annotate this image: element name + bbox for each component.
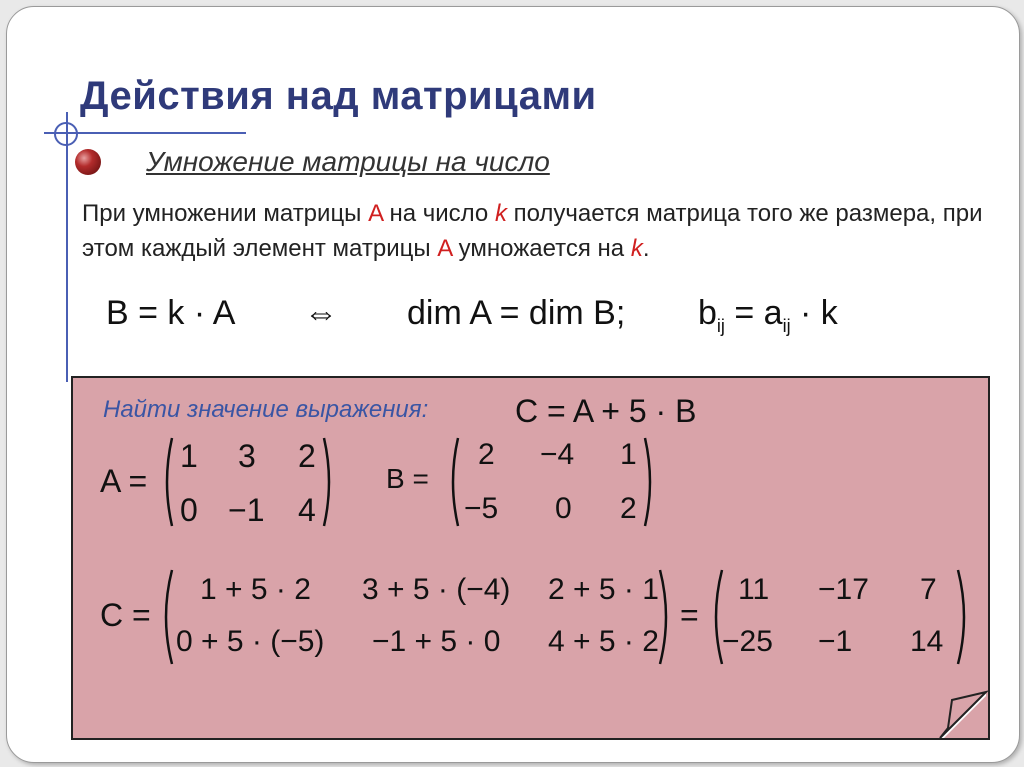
formula-part: b <box>698 294 717 332</box>
index-subscript: ij <box>716 315 725 336</box>
page-curl-icon <box>938 690 988 740</box>
equals-sign: = <box>680 597 699 633</box>
matrix-cell: −4 <box>540 438 575 471</box>
exercise-box <box>71 376 990 740</box>
slide-title: Действия над матрицами <box>80 74 597 118</box>
right-parenthesis-icon <box>643 436 657 528</box>
matrix-cell: 2 <box>478 438 495 471</box>
matrix-cell: 3 <box>238 438 256 474</box>
matrix-symbol-a: A <box>368 200 383 227</box>
task-expression: C = A + 5 · B <box>515 393 697 429</box>
matrix-cell: −1 <box>228 492 265 528</box>
paragraph-text: . <box>642 235 650 262</box>
paragraph-text: умножается на <box>451 235 631 262</box>
formula-definition: B = k · A <box>106 294 236 332</box>
matrix-cell: 2 + 5 · 1 <box>548 573 659 606</box>
matrix-symbol-a: A <box>437 235 452 262</box>
matrix-cell: 0 <box>180 492 198 528</box>
decorative-circle-icon <box>54 122 78 146</box>
matrix-a-label: A = <box>100 463 148 499</box>
paragraph-text: получается матрица того же размера, при этом каждый элемент матрицы <box>82 200 983 262</box>
right-parenthesis-icon <box>658 568 674 666</box>
matrix-cell: 0 + 5 · (−5) <box>176 625 325 658</box>
index-subscript: ij <box>782 315 791 336</box>
result-cell: 11 <box>738 573 770 606</box>
matrix-cell: 4 + 5 · 2 <box>548 625 659 658</box>
formula-elementwise <box>698 294 838 337</box>
result-cell: −17 <box>818 573 869 606</box>
equivalence-symbol: ⇔ <box>304 294 338 332</box>
matrix-cell: 0 <box>555 492 572 525</box>
formula-dimension: dim A = dim B; <box>407 294 626 332</box>
definition-paragraph <box>82 196 1002 266</box>
matrix-cell: −1 + 5 · 0 <box>372 625 501 658</box>
matrix-cell: 2 <box>620 492 637 525</box>
right-parenthesis-icon <box>322 436 336 528</box>
result-cell: 14 <box>910 625 944 658</box>
bullet-ball-icon <box>75 149 101 175</box>
result-cell: −25 <box>722 625 773 658</box>
scalar-symbol-k: k <box>494 200 507 227</box>
paragraph-text: на число <box>382 200 495 227</box>
matrix-cell: 1 <box>620 438 637 471</box>
matrix-b-label: B = <box>386 463 429 494</box>
matrix-cell: 1 + 5 · 2 <box>200 573 311 606</box>
task-prompt: Найти значение выражения: <box>103 396 429 423</box>
result-cell: −1 <box>818 625 853 658</box>
formula-part: = a <box>724 294 783 332</box>
matrix-c-label: C = <box>100 597 151 633</box>
decorative-line-vertical <box>66 112 68 382</box>
paragraph-text: При умножении матрицы <box>82 200 369 227</box>
matrix-cell: −5 <box>464 492 499 525</box>
scalar-symbol-k: k <box>630 235 643 262</box>
matrix-cell: 1 <box>180 438 198 474</box>
left-parenthesis-icon <box>158 568 174 666</box>
matrix-cell: 4 <box>298 492 316 528</box>
formula-part: · k <box>790 294 838 332</box>
result-cell: 7 <box>920 573 937 606</box>
matrix-cell: 3 + 5 · (−4) <box>362 573 511 606</box>
right-parenthesis-icon <box>956 568 972 666</box>
section-subtitle: Умножение матрицы на число <box>146 146 550 177</box>
left-parenthesis-icon <box>446 436 460 528</box>
matrix-cell: 2 <box>298 438 316 474</box>
left-parenthesis-icon <box>160 436 174 528</box>
